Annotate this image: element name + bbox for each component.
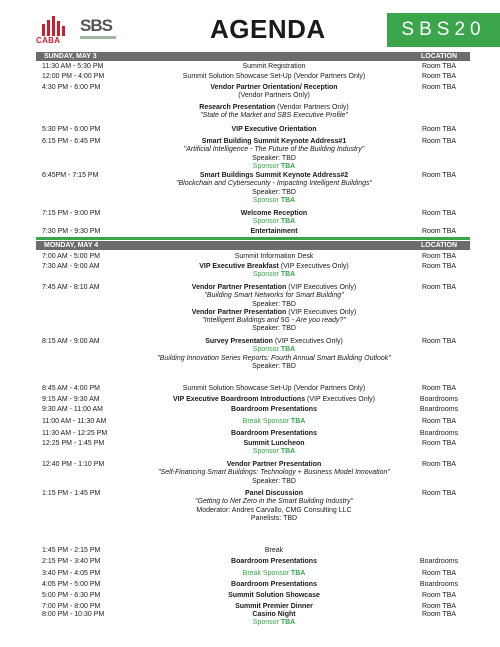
session-line — [140, 558, 408, 566]
session-text: VIP Executive Breakfast — [199, 263, 279, 270]
session-line — [140, 385, 408, 393]
session-location: Room TBA — [421, 284, 457, 291]
session-details — [140, 581, 408, 589]
caba-logo — [36, 14, 72, 44]
session-text: Sponsor — [252, 196, 281, 204]
session-text: "Building Smart Networks for Smart Building" — [204, 292, 344, 300]
session-details — [140, 406, 408, 414]
session-time: 5:30 PM - 6:00 PM — [42, 126, 101, 133]
session-location: Room TBA — [421, 84, 457, 91]
session-details — [140, 461, 408, 486]
session-line — [140, 570, 408, 578]
session-text: Boardroom Presentations — [231, 430, 317, 437]
session-line — [140, 138, 408, 146]
session-text: Summit Information Desk — [234, 253, 314, 260]
session-line — [140, 430, 408, 438]
session-line — [140, 92, 408, 100]
session-line — [140, 104, 408, 112]
session-text: Summit Luncheon — [243, 440, 305, 447]
session-location: Room TBA — [421, 440, 457, 447]
caba-logo-text: CABA — [36, 36, 61, 45]
session-line — [140, 309, 408, 317]
session-text: Speaker: TBD — [252, 477, 296, 485]
session-line — [140, 292, 408, 300]
session-details — [140, 558, 408, 566]
session-line — [140, 355, 408, 363]
session-text: Entertainment — [250, 228, 298, 235]
session-text: VIP Executive Orientation — [231, 126, 317, 133]
session-text: Vendor Partner Presentation — [226, 461, 322, 468]
session-text: Sponsor — [252, 162, 281, 170]
session-line — [140, 228, 408, 236]
session-text: TBA — [280, 218, 296, 226]
session-line — [140, 346, 408, 354]
session-line — [140, 440, 408, 448]
session-text: (VIP Executives Only) — [286, 308, 357, 316]
session-time: 6:15 PM - 6:45 PM — [42, 138, 101, 145]
session-text: (Vendor Partners Only) — [238, 92, 310, 100]
session-location: Room TBA — [421, 172, 457, 179]
session-location: Room TBA — [421, 418, 457, 425]
session-text: TBA — [280, 448, 296, 456]
session-text: Welcome Reception — [240, 210, 308, 217]
session-text: Panelists: TBD — [250, 514, 298, 522]
session-line — [140, 189, 408, 197]
session-location: Room TBA — [421, 210, 457, 217]
session-time: 7:15 PM - 9:00 PM — [42, 210, 101, 217]
session-time: 11:30 AM - 12:25 PM — [42, 430, 108, 437]
session-details — [140, 284, 408, 334]
session-location: Room TBA — [421, 611, 457, 618]
session-line — [140, 619, 408, 627]
session-text: Sponsor — [252, 448, 281, 456]
session-text: Smart Building Summit Keynote Address#1 — [201, 138, 347, 145]
session-time: 9:30 AM - 11:00 AM — [42, 406, 103, 413]
session-details — [140, 430, 408, 438]
session-details — [140, 104, 408, 121]
session-line — [140, 363, 408, 371]
session-location: Room TBA — [421, 253, 457, 260]
session-time: 9:15 AM - 9:30 AM — [42, 396, 100, 403]
session-text: Vendor Partner Presentation — [191, 284, 287, 291]
location-header: LOCATION — [420, 53, 458, 60]
session-line — [140, 592, 408, 600]
session-line — [140, 73, 408, 81]
session-location: Room TBA — [421, 63, 457, 70]
session-details — [140, 611, 408, 628]
session-time: 7:30 PM - 9:30 PM — [42, 228, 101, 235]
session-time: 7:00 PM - 8:00 PM — [42, 603, 101, 610]
session-text: (VIP Executives Only) — [305, 396, 376, 403]
session-line — [140, 271, 408, 279]
location-header: LOCATION — [420, 242, 458, 249]
session-time: 12:40 PM - 1:10 PM — [42, 461, 105, 468]
session-time: 6:45PM - 7:15 PM — [42, 172, 99, 179]
session-line — [140, 507, 408, 515]
session-text: Sponsor — [252, 271, 281, 279]
session-line — [140, 338, 408, 346]
session-text: TBA — [290, 418, 306, 425]
session-text: "Intelligent Buildings and 5G - Are you ready?" — [202, 317, 346, 325]
session-line — [140, 263, 408, 271]
session-text: TBA — [280, 162, 296, 170]
session-time: 12:00 PM - 4:00 PM — [42, 73, 105, 80]
session-text: Moderator: Andres Carvallo, CMG Consulting LLC — [196, 506, 352, 514]
session-text: "Blockchain and Cybersecurity - Impacting Intelligent Buildings" — [175, 180, 372, 188]
session-text: "Getting to Net Zero in the Smart Building Industry" — [195, 498, 353, 506]
session-line — [140, 490, 408, 498]
session-text: Speaker: TBD — [252, 325, 296, 333]
session-time: 1:45 PM - 2:15 PM — [42, 547, 101, 554]
session-text: Break Sponsor — [242, 418, 291, 425]
session-line — [140, 469, 408, 477]
session-time: 12:25 PM - 1:45 PM — [42, 440, 105, 447]
session-location: Room TBA — [421, 603, 457, 610]
session-text: (Vendor Partners Only) — [275, 104, 349, 111]
session-location: Room TBA — [421, 385, 457, 392]
session-text: VIP Executive Boardroom Introductions — [172, 396, 306, 403]
session-line — [140, 146, 408, 154]
sbs-logo — [80, 16, 116, 44]
session-location: Room TBA — [421, 126, 457, 133]
session-text: Speaker: TBD — [252, 362, 296, 370]
session-line — [140, 581, 408, 589]
session-text: "Self-Financing Smart Buildings: Technology + Business Model Innovation" — [158, 469, 390, 477]
session-line — [140, 284, 408, 292]
session-line — [140, 197, 408, 205]
session-text: Smart Buildings Summit Keynote Address#2 — [199, 172, 349, 179]
session-line — [140, 172, 408, 180]
session-text: "Building Innovation Series Reports: Fourth Annual Smart Building Outlook" — [157, 354, 391, 362]
session-text: Speaker: TBD — [252, 154, 296, 162]
day-header-monday — [36, 241, 470, 250]
session-line — [140, 155, 408, 163]
session-line — [140, 210, 408, 218]
session-text: Vendor Partner Orientation/ Reception — [210, 84, 338, 91]
session-time: 8:45 AM - 4:00 PM — [42, 385, 100, 392]
session-time: 2:15 PM - 3:40 PM — [42, 558, 101, 565]
session-line — [140, 218, 408, 226]
session-details — [140, 210, 408, 227]
session-details — [140, 570, 408, 578]
session-line — [140, 163, 408, 171]
session-text: Boardroom Presentations — [231, 406, 317, 413]
session-text: Casino Night — [252, 611, 296, 618]
session-text: TBA — [280, 196, 296, 204]
session-line — [140, 406, 408, 414]
session-time: 11:00 AM - 11:30 AM — [42, 418, 107, 425]
session-location: Room TBA — [421, 490, 457, 497]
session-time: 4:05 PM - 5:00 PM — [42, 581, 101, 588]
session-location: Boardrooms — [419, 558, 459, 565]
caba-skyline-icon — [36, 14, 72, 36]
session-details — [140, 138, 408, 171]
session-time: 1:15 PM - 1:45 PM — [42, 490, 101, 497]
session-location: Room TBA — [421, 73, 457, 80]
session-text: TBA — [290, 570, 306, 577]
session-location: Boardrooms — [419, 581, 459, 588]
session-line — [140, 325, 408, 333]
session-details — [140, 63, 408, 71]
session-time: 7:30 AM - 9:00 AM — [42, 263, 100, 270]
session-line — [140, 63, 408, 71]
session-line — [140, 317, 408, 325]
session-text: "Artificial Intelligence - The Future of the Building Industry" — [183, 146, 365, 154]
session-time: 7:45 AM - 8:10 AM — [42, 284, 100, 291]
session-details — [140, 338, 408, 371]
session-location: Room TBA — [421, 338, 457, 345]
session-location: Boardrooms — [419, 430, 459, 437]
session-text: Summit Premier Dinner — [235, 603, 313, 610]
session-details — [140, 440, 408, 457]
session-details — [140, 592, 408, 600]
session-details — [140, 385, 408, 393]
session-text: (VIP Executives Only) — [272, 338, 343, 345]
session-line — [140, 396, 408, 404]
session-text: Summit Solution Showcase — [228, 592, 320, 599]
session-text: "State of the Market and SBS Executive Profile" — [200, 112, 348, 120]
session-location: Boardrooms — [419, 406, 459, 413]
day-header-sunday — [36, 52, 470, 61]
session-details — [140, 418, 408, 426]
session-details — [140, 253, 408, 261]
session-line — [140, 301, 408, 309]
session-time: 5:00 PM - 6:30 PM — [42, 592, 101, 599]
session-line — [140, 478, 408, 486]
session-line — [140, 515, 408, 523]
session-text: Research Presentation — [199, 104, 276, 111]
session-text: Break Sponsor — [242, 570, 291, 577]
session-text: (VIP Executives Only) — [278, 263, 349, 270]
session-details — [140, 396, 408, 404]
session-text: Boardroom Presentations — [231, 558, 317, 565]
session-line — [140, 180, 408, 188]
session-time: 7:00 AM - 5:00 PM — [42, 253, 100, 260]
session-text: TBA — [280, 271, 296, 279]
session-line — [140, 418, 408, 426]
session-time: 3:40 PM - 4:05 PM — [42, 570, 101, 577]
session-text: Summit Solution Showcase Set-Up (Vendor Partners Only) — [182, 385, 366, 392]
session-location: Room TBA — [421, 570, 457, 577]
session-details — [140, 73, 408, 81]
session-location: Room TBA — [421, 461, 457, 468]
session-details — [140, 490, 408, 523]
session-text: Sponsor — [252, 218, 281, 226]
session-text: (VIP Executives Only) — [286, 284, 357, 291]
session-text: Sponsor — [252, 346, 281, 354]
session-line — [140, 448, 408, 456]
sbs20-badge: SBS20 — [387, 13, 500, 47]
session-text: Break — [264, 547, 284, 554]
session-text: Speaker: TBD — [252, 300, 296, 308]
day-label: SUNDAY, MAY 3 — [44, 53, 97, 60]
session-text: TBA — [280, 346, 296, 354]
session-line — [140, 498, 408, 506]
session-line — [140, 112, 408, 120]
session-text: Vendor Partner Presentation — [191, 308, 287, 316]
session-time: 8:15 AM - 9:00 AM — [42, 338, 100, 345]
sbs-logo-underline — [80, 36, 116, 39]
session-details — [140, 126, 408, 134]
session-text: Summit Registration — [242, 63, 306, 70]
session-text: Sponsor — [252, 619, 281, 627]
session-line — [140, 547, 408, 555]
session-time: 11:30 AM - 5:30 PM — [42, 63, 104, 70]
session-location: Room TBA — [421, 592, 457, 599]
session-location: Room TBA — [421, 228, 457, 235]
session-location: Room TBA — [421, 263, 457, 270]
session-text: Boardroom Presentations — [231, 581, 317, 588]
day-separator — [36, 237, 470, 240]
session-text: TBA — [280, 619, 296, 627]
session-text: Panel Discussion — [245, 490, 303, 497]
sbs-logo-text: SBS — [80, 16, 112, 35]
session-details — [140, 172, 408, 205]
session-line — [140, 611, 408, 619]
session-line — [140, 461, 408, 469]
session-time: 8:00 PM - 10:30 PM — [42, 611, 105, 618]
page-title: AGENDA — [210, 14, 326, 44]
session-text: Survey Presentation — [205, 338, 273, 345]
session-line — [140, 253, 408, 261]
session-details — [140, 228, 408, 236]
session-time: 4:30 PM - 6:00 PM — [42, 84, 101, 91]
session-details — [140, 547, 408, 555]
session-text: Summit Solution Showcase Set-Up (Vendor Partners Only) — [182, 73, 366, 80]
session-details — [140, 263, 408, 280]
day-label: MONDAY, MAY 4 — [44, 242, 99, 249]
session-line — [140, 84, 408, 92]
session-text: Speaker: TBD — [252, 188, 296, 196]
session-location: Boardrooms — [419, 396, 459, 403]
session-location: Room TBA — [421, 138, 457, 145]
session-line — [140, 126, 408, 134]
session-details — [140, 84, 408, 101]
